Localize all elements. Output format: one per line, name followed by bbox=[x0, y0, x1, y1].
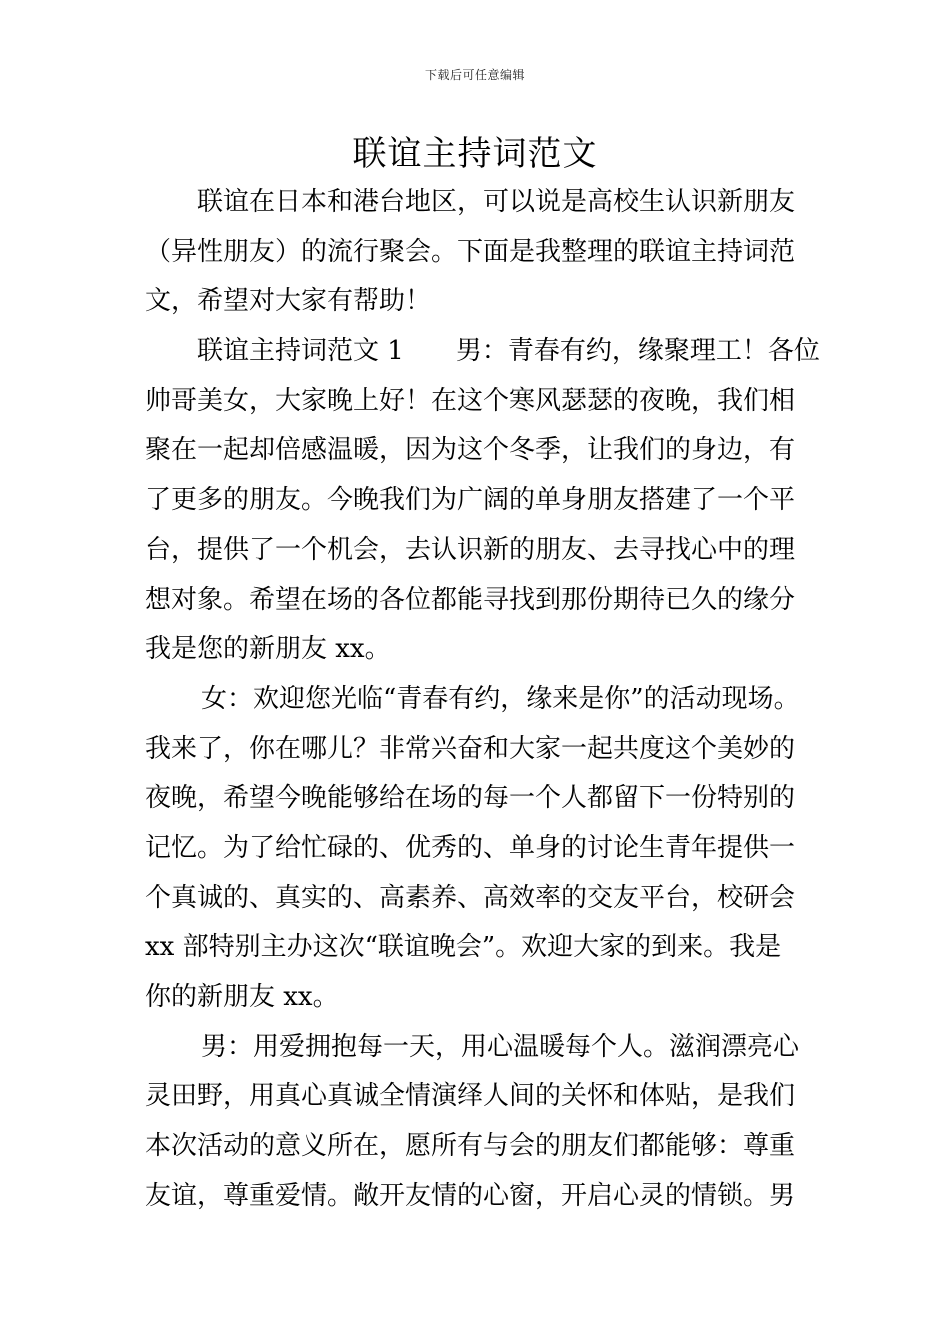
paragraph-line: 你的新朋友 xx。 bbox=[145, 982, 339, 1012]
paragraph-line: 记忆。为了给忙碌的、优秀的、单身的讨论生青年提供一 bbox=[145, 832, 796, 863]
paragraph-line: 台，提供了一个机会，去认识新的朋友、去寻找心中的理 bbox=[145, 534, 796, 565]
paragraph-line: 想对象。希望在场的各位都能寻找到那份期待已久的缘分 bbox=[145, 584, 796, 615]
page-header-note: 下载后可任意编辑 bbox=[424, 68, 525, 82]
paragraph-line: 联谊在日本和港台地区，可以说是高校生认识新朋友 bbox=[197, 187, 796, 217]
section-heading: 联谊主持词范文 1 bbox=[197, 336, 404, 367]
paragraph-line: 了更多的朋友。今晚我们为广阔的单身朋友搭建了一个平 bbox=[145, 485, 796, 516]
paragraph-line: 我来了，你在哪儿？非常兴奋和大家一起共度这个美妙的 bbox=[145, 733, 796, 764]
paragraph-line: 聚在一起却倍感温暖，因为这个冬季，让我们的身边，有 bbox=[145, 435, 796, 466]
document-title: 联谊主持词范文 bbox=[352, 134, 598, 174]
paragraph-line: 女：欢迎您光临“青春有约，缘来是你”的活动现场。 bbox=[201, 683, 800, 714]
paragraph-line: （异性朋友）的流行聚会。下面是我整理的联谊主持词范 bbox=[145, 236, 796, 267]
paragraph-line: 男：用爱拥抱每一天，用心温暖每个人。滋润漂亮心 bbox=[201, 1031, 800, 1062]
paragraph-line: 个真诚的、真实的、高素养、高效率的交友平台，校研会 bbox=[145, 882, 796, 913]
document-body bbox=[145, 178, 820, 1221]
paragraph-line: 本次活动的意义所在，愿所有与会的朋友们都能够：尊重 bbox=[145, 1131, 796, 1162]
paragraph-line: 友谊，尊重爱情。敞开友情的心窗，开启心灵的情锁。男 bbox=[145, 1180, 796, 1211]
paragraph-line: 我是您的新朋友 xx。 bbox=[145, 634, 391, 665]
paragraph-line: 文，希望对大家有帮助！ bbox=[145, 286, 432, 317]
paragraph-line bbox=[145, 327, 820, 377]
paragraph-line: xx 部特别主办这次“联谊晚会”。欢迎大家的到来。我是 bbox=[145, 932, 782, 963]
paragraph-line: 灵田野，用真心真诚全情演绎人间的关怀和体贴，是我们 bbox=[145, 1081, 796, 1112]
paragraph-line: 帅哥美女，大家晚上好！在这个寒风瑟瑟的夜晚，我们相 bbox=[145, 385, 796, 416]
paragraph-line: 夜晚，希望今晚能够给在场的每一个人都留下一份特别的 bbox=[145, 783, 796, 814]
paragraph-text: 男：青春有约，缘聚理工！各位 bbox=[455, 336, 820, 367]
